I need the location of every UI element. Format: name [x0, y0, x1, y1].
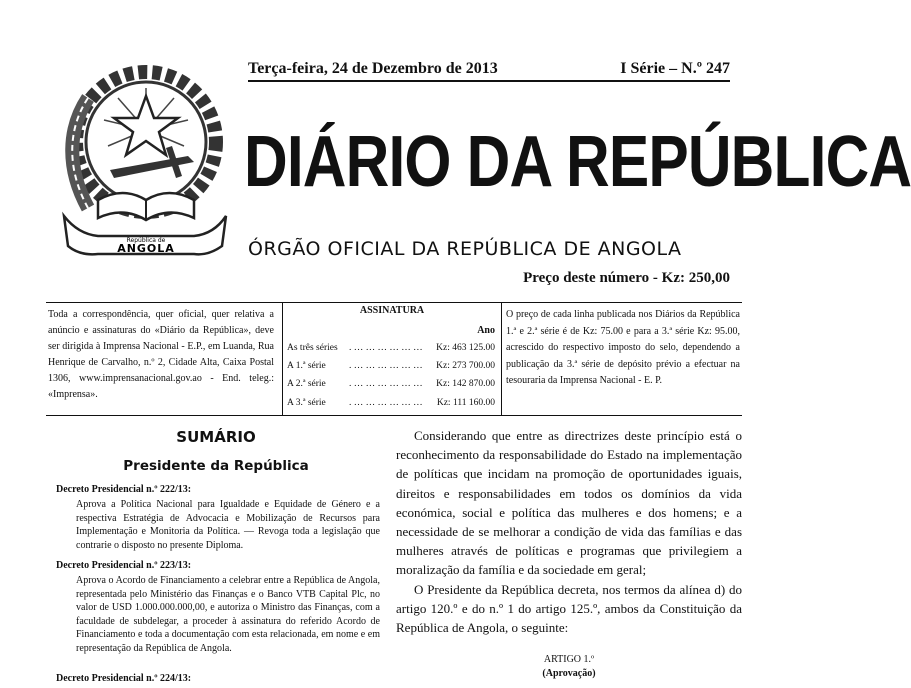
info-box [46, 302, 742, 416]
row-value: Kz: 273 700.00 [436, 361, 495, 371]
subscription-row [287, 398, 497, 414]
row-label: A 2.ª série [287, 379, 326, 389]
body-paragraph: O Presidente da República decreta, nos termos da alínea d) do artigo 120.º e do n.º 1 do artigo 125.º, ambos da Constituição da República de Angola, o seguinte: [396, 581, 742, 636]
decree-title: Decreto Presidencial n.º 224/13: [56, 673, 192, 684]
summary-section-heading: Presidente da República [123, 458, 309, 474]
subscription-year-label: Ano [477, 325, 495, 336]
summary-heading: SUMÁRIO [176, 428, 256, 446]
row-value: Kz: 111 160.00 [436, 398, 495, 408]
article-number: ARTIGO 1.º [543, 654, 595, 665]
issue-price: Preço deste número - Kz: 250,00 [523, 270, 730, 286]
row-dots: . … … … … … … [349, 343, 423, 353]
decree-title: Decreto Presidencial n.º 222/13: [56, 484, 192, 495]
row-value: Kz: 463 125.00 [436, 343, 495, 353]
row-value: Kz: 142 870.00 [436, 379, 495, 389]
row-label: A 1.ª série [287, 361, 326, 371]
subscription-row [287, 343, 497, 359]
row-dots: . … … … … … … [349, 361, 423, 371]
price-note-text: O preço de cada linha publicada nos Diários da República 1.ª e 2.ª série é de Kz: 75.00 e para a 3.ª série Kz: 95.00, acrescido do respectivo imposto do selo, dependendo a publicação da 3.ª série de depósito prévio a efectuar na tesouraria da Imprensa Nacional - E. P. [506, 309, 740, 386]
body-paragraph: Considerando que entre as directrizes deste princípio está o reconhecimento da responsabilidade do Estado na implementação de políticas que incidam na promoção de oportunidades iguais, direitos e responsabilidades em todos os domínios da vida económica, social e política das mulheres e dos homens; e a necessidade de se melhorar a condição de vida das famílias e das mulheres através de políticas e programas que privilegiem a moralização da família e da sociedade em geral; [396, 428, 742, 578]
subscription-table [282, 303, 502, 415]
article-title: (Aprovação) [542, 668, 596, 679]
row-dots: . … … … … … … [349, 379, 423, 389]
body-text [396, 426, 742, 637]
subscription-row [287, 379, 497, 395]
issue-series: I Série – N.º 247 [620, 60, 730, 77]
correspondence-text: Toda a correspondência, quer oficial, quer relativa a anúncio e assinaturas do «Diário da República», deve ser dirigida à Imprensa Nacional - E.P., em Luanda, Rua Henrique de Carvalho, n.º 2, Cidade Alta, Caixa Postal 1306, www.imprensanacional.gov.ao - End. teleg.: «Imprensa». [48, 309, 274, 400]
masthead-subtitle: ÓRGÃO OFICIAL DA REPÚBLICA DE ANGOLA [248, 238, 682, 260]
subscription-title: ASSINATURA [359, 305, 425, 316]
row-label: As três séries [287, 343, 338, 353]
row-label: A 3.ª série [287, 398, 326, 408]
ribbon-large-text: ANGOLA [117, 242, 175, 255]
row-dots: . … … … … … … [349, 398, 423, 408]
masthead-title: DIÁRIO DA REPÚBLICA [244, 122, 911, 202]
issue-date: Terça-feira, 24 de Dezembro de 2013 [248, 60, 498, 77]
ribbon-small-text: República de [126, 237, 166, 244]
angola-coat-of-arms-icon [48, 58, 224, 258]
decree-title: Decreto Presidencial n.º 223/13: [56, 560, 192, 571]
dateline [248, 58, 730, 82]
subscription-row [287, 361, 497, 377]
decree-description: Aprova a Política Nacional para Igualdade e Equidade de Género e a respectiva Estratégia de Advocacia e Mobilização de Recursos para Implementação e Monitoria da Política. — Revoga toda a legislação que contrarie o disposto no presente Diploma. [76, 499, 380, 551]
decree-description: Aprova o Acordo de Financiamento a celebrar entre a República de Angola, representada pelo Ministério das Finanças e o Banco VTB Capital Plc, no valor de USD 1.000.000.000,00, e autoriza o Ministro das Finanças, com a faculdade de subdelegar, a proceder à assinatura do referido Acordo de Financiamento e toda a documentação com esta relacionada, em nome e em representação da República de Angola. [76, 575, 380, 654]
